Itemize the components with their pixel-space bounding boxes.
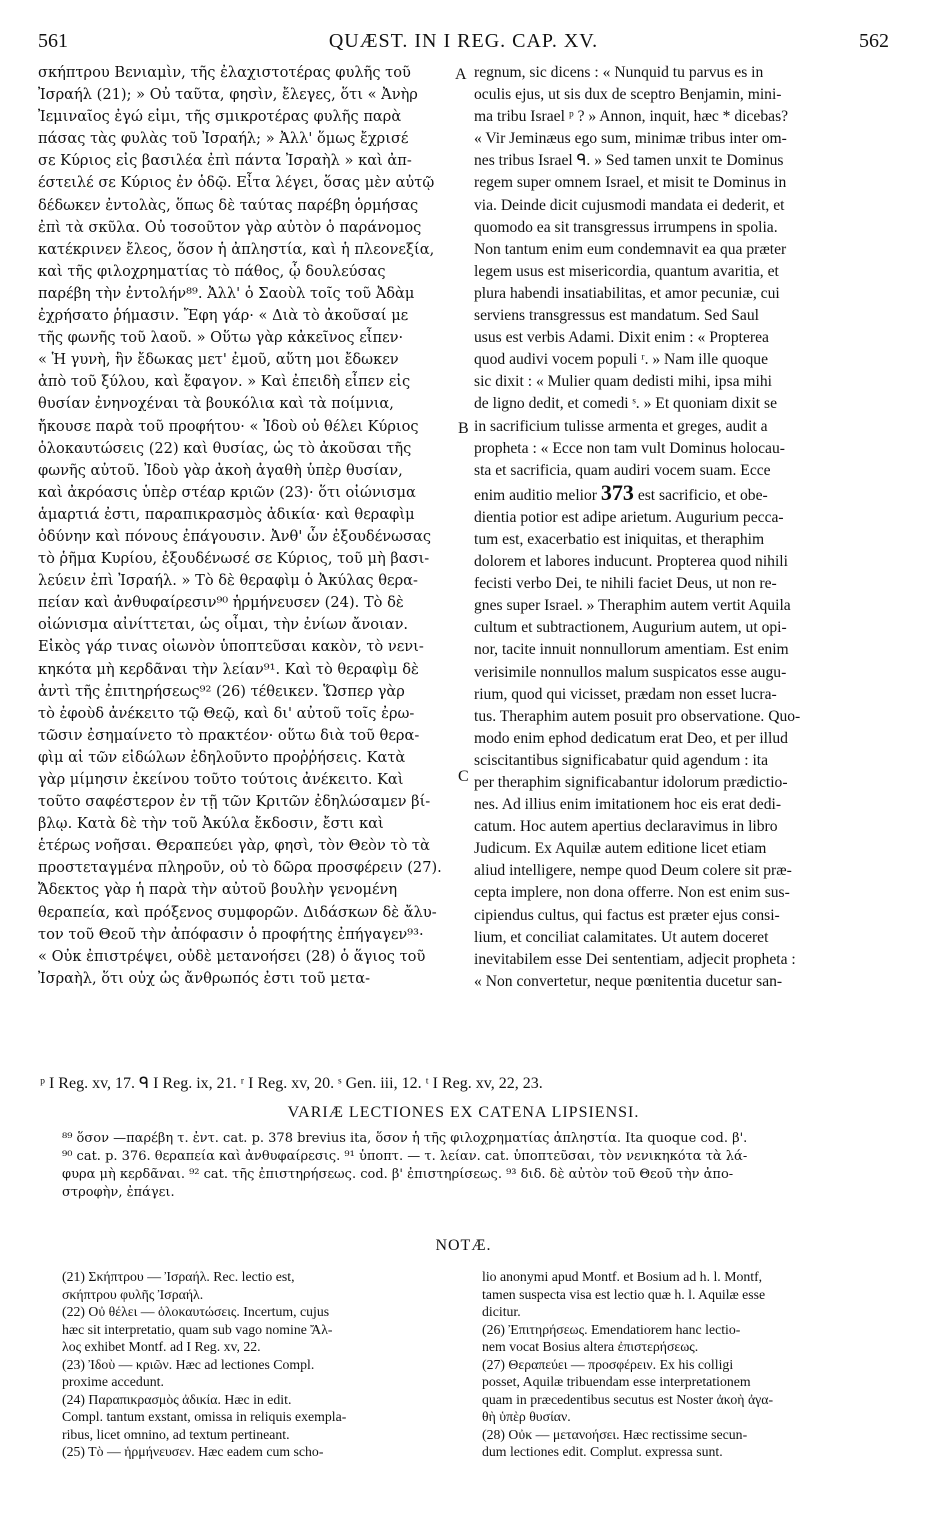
latin-line: « Non convertetur, neque pœnitentia ducetur san- [474,972,783,990]
greek-line: ἐχρήσατο ῥήμασιν. Ἔφη γάρ· « Διὰ τὸ ἀκοῦσαί με [38,307,409,325]
latin-line: verisimile nonnullos malum suspicatos esse augu- [474,663,787,681]
greek-line: ἀντὶ τῆς ἐπιτηρήσεως⁹² (26) τέθεικεν. Ὥσπερ γὰρ [38,682,405,700]
greek-line: προστεταγμένα πληροῦν, οὐ τὸ δῶρα προσφέρειν (27). [38,859,442,877]
greek-line: κηκότα μὴ κερδᾶναι τὴν λείαν⁹¹. Καὶ τὸ θεραφὶμ δὲ [38,660,419,678]
greek-line: ἤκουσε παρὰ τοῦ προφήτου· « Ἰδοὺ οὐ θέλει Κύριος [38,417,419,435]
latin-column [474,62,892,993]
greek-line: τῆς φωνῆς τοῦ λαοῦ. » Οὕτω γὰρ κἀκεῖνος εἶπεν· [38,329,404,347]
variae-line: φυρα μὴ κερδᾶναι. ⁹² cat. τῆς ἐπιστηρήσεως. cod. β' ἐπιστηρίσεως. ⁹³ διδ. δὲ αὐτὸν τοῦ Θεοῦ τὴν ἀπο- [62,1167,734,1182]
latin-line: tum est, exacerbatio est iniquitas, et theraphim [474,530,765,548]
latin-line-with-page-number [474,479,892,507]
greek-line: ὀδύνην καὶ πόνους ἐπάγουσιν. Ἀνθ' ὧν ἐξουδένωσας [38,527,432,545]
latin-line: per theraphim significabantur idolorum prædictio- [474,774,788,791]
greek-line: Εἰκὸς γάρ τινας οἰωνὸν ὑποπτεῦσαι κακὸν, τὸ νενι- [38,638,424,656]
note-line: (22) Οὐ θέλει — ὁλοκαυτώσεις. Incertum, cujus [62,1304,330,1319]
greek-line: Ἰσραήλ (21); » Οὐ ταῦτα, φησὶν, ἔλεγες, ὅτι « Ἀνὴρ [38,86,418,104]
variae-line: στροφὴν, ἐπάγει. [62,1185,175,1200]
greek-line: γὰρ μίμησιν ἐκείνου τοῦτο τούτοις ἀνέκειτο. Καὶ [38,771,404,788]
latin-line: catum. Hoc autem apertius declaravimus in libro [474,818,778,836]
latin-line: lium, et conciliat calamitates. Ut autem doceret [474,928,769,946]
latin-line: inevitabilem esse Dei sententiam, adjecit propheta : [474,950,796,968]
greek-line: κατέκρινεν ἔλεος, ὅσον ἡ ἀπληστία, καὶ ἡ πλεονεξία, [38,240,435,258]
note-line: (25) Τὸ — ἡρμήνευσεν. Hæc eadem cum scho- [62,1444,324,1459]
greek-line: Ἄδεκτος γὰρ ἡ παρὰ τὴν αὐτοῦ βουλὴν γενομένη [38,881,398,899]
running-header [38,30,889,60]
latin-line: in sacrificium tulisse armenta et greges, audit a [474,417,768,435]
note-line: (27) Θεραπεύει — προσφέρειν. Ex his colligi [482,1356,734,1372]
page-number-right: 562 [859,30,889,52]
running-title: QUÆST. IN I REG. CAP. XV. [328,30,599,52]
latin-line: plura habendi insatiabilitas, et amor pecuniæ, cui [474,284,780,302]
note-line: σκήπτρου φυλῆς Ἰσραήλ. [62,1286,204,1302]
greek-line: φωνῆς αὐτοῦ. Ἰδοὺ γὰρ ἀκοὴ ἀγαθὴ ὑπὲρ θυσίαν, [38,461,403,479]
page-number-left: 561 [38,30,68,52]
latin-line: nes tribus Israel ᑫ. » Sed tamen unxit te Dominus [474,152,784,170]
greek-line: έστειλέ σε Κύριος ἐν ὁδῷ. Εἶτα λέγει, ὅσας μὲν αὐτῷ [38,174,435,192]
latin-line: regem super omnem Israel, et misit te Dominus in [474,174,787,192]
margin-marker-c: C [458,768,469,785]
latin-line: ma tribu Israel ᵖ ? » Annon, inquit, hæc * dicebas? [474,108,789,126]
note-line: θὴ ὑπὲρ θυσίαν. [482,1409,571,1424]
note-line: lio anonymi apud Montf. et Bosium ad h. l. Montf, [482,1269,763,1284]
latin-line: regnum, sic dicens : « Nunquid tu parvus es in [474,64,764,81]
variae-lectiones-title: VARIÆ LECTIONES EX CATENA LIPSIENSI. [287,1104,640,1121]
notae-title: NOTÆ. [435,1237,492,1254]
greek-line: φὶμ αἱ τῶν εἰδώλων ἐδηλοῦντο προῤῥήσεις. Κατὰ [38,748,406,766]
greek-line: παρέβη τὴν ἐντολήν⁸⁹. Ἀλλ' ὁ Σαοὺλ τοῖς τοῦ Ἀδὰμ [38,284,415,302]
note-line: tamen suspecta visa est lectio quæ h. l. Aquilæ esse [482,1286,766,1302]
note-line: (26) Ἐπιτηρήσεως. Emendatiorem hanc lectio- [482,1321,741,1337]
latin-line: gnes super Israel. » Theraphim autem vertit Aquila [474,597,791,615]
scripture-references: ᵖ I Reg. xv, 17. ᑫ I Reg. ix, 21. ʳ I Reg. xv, 20. ˢ Gen. iii, 12. ᵗ I Reg. xv, 22, 23. [40,1075,543,1092]
variae-line: ⁸⁹ ὅσον —παρέβη τ. ἐντ. cat. p. 378 brevius ita, ὅσον ἡ τῆς φιλοχρηματίας ἀπληστία. Ita quoque cod. β'. [62,1131,748,1146]
greek-line: καὶ ἀκρόασις ὑπὲρ στέαρ κριῶν (23)· ὅτι οἰώνισμα [38,483,416,501]
note-line: λος exhibet Montf. ad I Reg. xv, 22. [62,1339,261,1354]
greek-line: θεραπεία, καὶ πρόξενος συμφορῶν. Διδάσκων δὲ ἄλυ- [38,903,437,921]
note-line: nem vocat Bosius altera ἐπιστερήσεως. [482,1339,699,1354]
note-line: (24) Παραπικρασμὸς ἀδικία. Hæc in edit. [62,1391,292,1407]
latin-line: legem usus est misericordia, quantum avaritia, et [474,262,779,280]
greek-line: « Οὐκ ἐπιστρέψει, οὐδὲ μετανοήσει (28) ὁ ἅγιος τοῦ [38,947,426,965]
note-line: (21) Σκήπτρου — Ἰσραήλ. Rec. lectio est, [62,1269,295,1284]
note-line: (28) Οὐκ — μετανοήσει. Hæc rectissime secun- [482,1426,748,1442]
greek-line: πάσας τὰς φυλὰς τοῦ Ἰσραήλ; » Ἀλλ' ὅμως ἔχρισέ [38,130,409,148]
notae-right-column [482,1268,892,1461]
greek-line: τῶσιν ἐσημαίνετο τὸ πρακτέον· οὕτω διὰ τοῦ θερα- [38,726,420,744]
latin-line: Judicum. Ex Aquilæ autem editione licet etiam [474,840,767,858]
note-line: quam in præcedentibus secutus est Noster ἀκοὴ ἀγα- [482,1391,774,1407]
latin-line: usus est verbis Adami. Dixit enim : « Propterea [474,329,769,347]
latin-line: fecisti verbo Dei, te nihili faciet Deus, ut non re- [474,575,777,593]
latin-line: « Vir Jeminæus ego sum, minimæ tribus inter om- [474,130,787,148]
latin-line: cultum et subtractionem, Augurium autem, ut opi- [474,619,787,637]
latin-line: cepta implere, non dona offerre. Non est enim sus- [474,884,790,902]
latin-line: cipiendus cultus, qui factus est præter ejus consi- [474,906,780,924]
margin-marker-b: B [458,420,469,437]
latin-line: quomodo ea sit transgressus irrumpens in spolia. [474,218,778,236]
greek-line: « Ἡ γυνὴ, ἣν ἔδωκας μετ' ἐμοῦ, αὕτη μοι ἔδωκεν [38,351,399,369]
greek-line: σκήπτρου Βενιαμὶν, τῆς ἐλαχιστοτέρας φυλῆς τοῦ [38,64,411,81]
latin-line: de ligno dedit, et comedi ˢ. » Et quoniam dixit se [474,395,778,413]
greek-line: πείαν καὶ ἀνθυφαίρεσιν⁹⁰ ἡρμήνευσεν (24). Τὸ δὲ [38,594,404,612]
note-line: (23) Ἰδοὺ — κριῶν. Hæc ad lectiones Compl. [62,1356,315,1372]
latin-line: enim auditio melior [474,486,597,504]
note-line: dum lectiones edit. Complut. expressa sunt. [482,1444,723,1459]
greek-line: τοῦτο σαφέστερον ἐν τῇ τῶν Κριτῶν ἐδηλώσαμεν βί- [38,793,431,811]
latin-line: tus. Theraphim autem posuit pro observatione. Quo- [474,707,801,725]
greek-line: Ἰεμιναῖος ἐγώ εἰμι, τῆς σμικροτέρας φυλῆς παρὰ [38,108,402,126]
notae-left-column [62,1268,434,1461]
greek-line: Ἰσραὴλ, ὅτι οὐχ ὡς ἄνθρωπός ἐστι τοῦ μετα- [38,969,371,987]
latin-line: est sacrificio, et obe- [637,486,768,504]
latin-line: via. Deinde dicit cujusmodi mandata ei dederit, et [474,196,785,214]
greek-line: οἰώνισμα αἰνίττεται, ὡς οἶμαι, τὴν ἐνίων ἄνοιαν. [38,616,409,634]
greek-line: τὸ ῥῆμα Κυρίου, ἐξουδένωσέ σε Κύριος, τοῦ μὴ βασι- [38,550,430,568]
latin-line: aliud intelligere, nempe quod Deum colere sit præ- [474,862,792,880]
latin-line: oculis ejus, ut sis dux de sceptro Benjamin, mini- [474,86,782,104]
greek-line: δέδωκεν ἐντολὰς, ὅπως δὲ ταύτας παρέβη ὁρμήσας [38,196,419,214]
greek-line: καὶ τῆς φιλοχρηματίας τὸ πάθος, ᾧ δουλεύσας [38,262,386,280]
greek-line: θυσίαν ἐνηνοχέναι τὰ βουκόλια καὶ τὰ ποίμνια, [38,395,394,413]
greek-line: βλῳ. Κατὰ δὲ τὴν τοῦ Ἀκύλα ἔκδοσιν, ἔστι καὶ [38,815,384,833]
greek-line: ἀπὸ τοῦ ξύλου, καὶ ἔφαγον. » Καὶ ἐπειδὴ εἶπεν εἰς [38,373,411,391]
note-line: posset, Aquilæ tribuendam esse interpretationem [482,1374,751,1389]
latin-line: rium, quod qui vicisset, prædam non esset lucra- [474,685,777,703]
variae-line: ⁹⁰ cat. p. 376. θεραπεία καὶ ἀνθυφαίρεσις. ⁹¹ ὑποπτ. — τ. λείαν. cat. ὑποπτεῦσαι, τὸν νενικηκότα τὰ λά- [62,1149,748,1164]
greek-line: σε Κύριος εἰς βασιλέα ἐπὶ πάντα Ἰσραὴλ » καὶ ἀπ- [38,152,412,170]
greek-column [38,62,458,990]
latin-line: quod audivi vocem populi ʳ. » Nam ille quoque [474,351,768,369]
latin-line: serviens transgressus est mandatum. Sed Saul [474,307,759,325]
latin-line: propheta : « Ecce non tam vult Dominus holocau- [474,439,785,457]
note-line: hæc sit interpretatio, quam sub vago nomine Ἄλ- [62,1321,333,1337]
inline-page-number: 373 [600,479,634,505]
greek-line: ἁμαρτιά ἐστι, παραπικρασμὸς ἀδικία· καὶ θεραφὶμ [38,505,415,523]
greek-line: λεύειν ἐπὶ Ἰσραήλ. » Τὸ δὲ θεραφὶμ ὁ Ἀκύλας θερα- [38,572,418,590]
greek-line: τὸ ἐφοὺδ ἀνέκειτο τῷ Θεῷ, καὶ δι' αὐτοῦ τοῖς ἐρω- [38,704,415,722]
latin-line: Non tantum enim eum condemnavit ea qua præter [474,240,787,258]
latin-line: sciscitantibus significabatur quid agendum : ita [474,751,769,769]
greek-line: ἐπὶ τὰ σκῦλα. Οὐ τοσοῦτον γὰρ αὐτὸν ὁ παράνομος [38,218,422,236]
greek-line: ἑτέρως νοῆσαι. Θεραπεύει γὰρ, φησὶ, τὸν Θεὸν τὸ τὰ [38,837,430,855]
latin-line: sta et sacrificia, quam audiri vocem suam. Ecce [474,461,771,479]
greek-line: ὁλοκαυτώσεις (22) καὶ θυσίας, ὡς τὸ ἀκοῦσαι τῆς [38,439,412,457]
note-line: dicitur. [482,1304,521,1319]
note-line: proxime accedunt. [62,1374,164,1389]
latin-line: nes. Ad illius enim imitationem hoc eis erat dedi- [474,796,782,814]
latin-line: dientia potior est adipe arietum. Augurium pecca- [474,508,784,526]
latin-line: nor, tacite innuit nonnullorum amentiam. Est enim [474,641,789,659]
note-line: ribus, licet omnino, ad textum pertineant. [62,1426,290,1442]
greek-line: τον τοῦ Θεοῦ τὴν ἀπόφασιν ὁ προφήτης ἐπήγαγεν⁹³· [38,925,424,943]
margin-marker-a: A [455,66,467,83]
note-line: Compl. tantum exstant, omissa in reliquis exempla- [62,1409,347,1424]
latin-line: dolorem et labores inducunt. Propterea quod nihili [474,553,788,571]
latin-line: modo enim ephod dedicatum erat Deo, et per illud [474,729,788,747]
variae-lectiones-text [62,1130,889,1202]
latin-line: sic dixit : « Mulier quam dedisti mihi, ipsa mihi [474,373,772,391]
